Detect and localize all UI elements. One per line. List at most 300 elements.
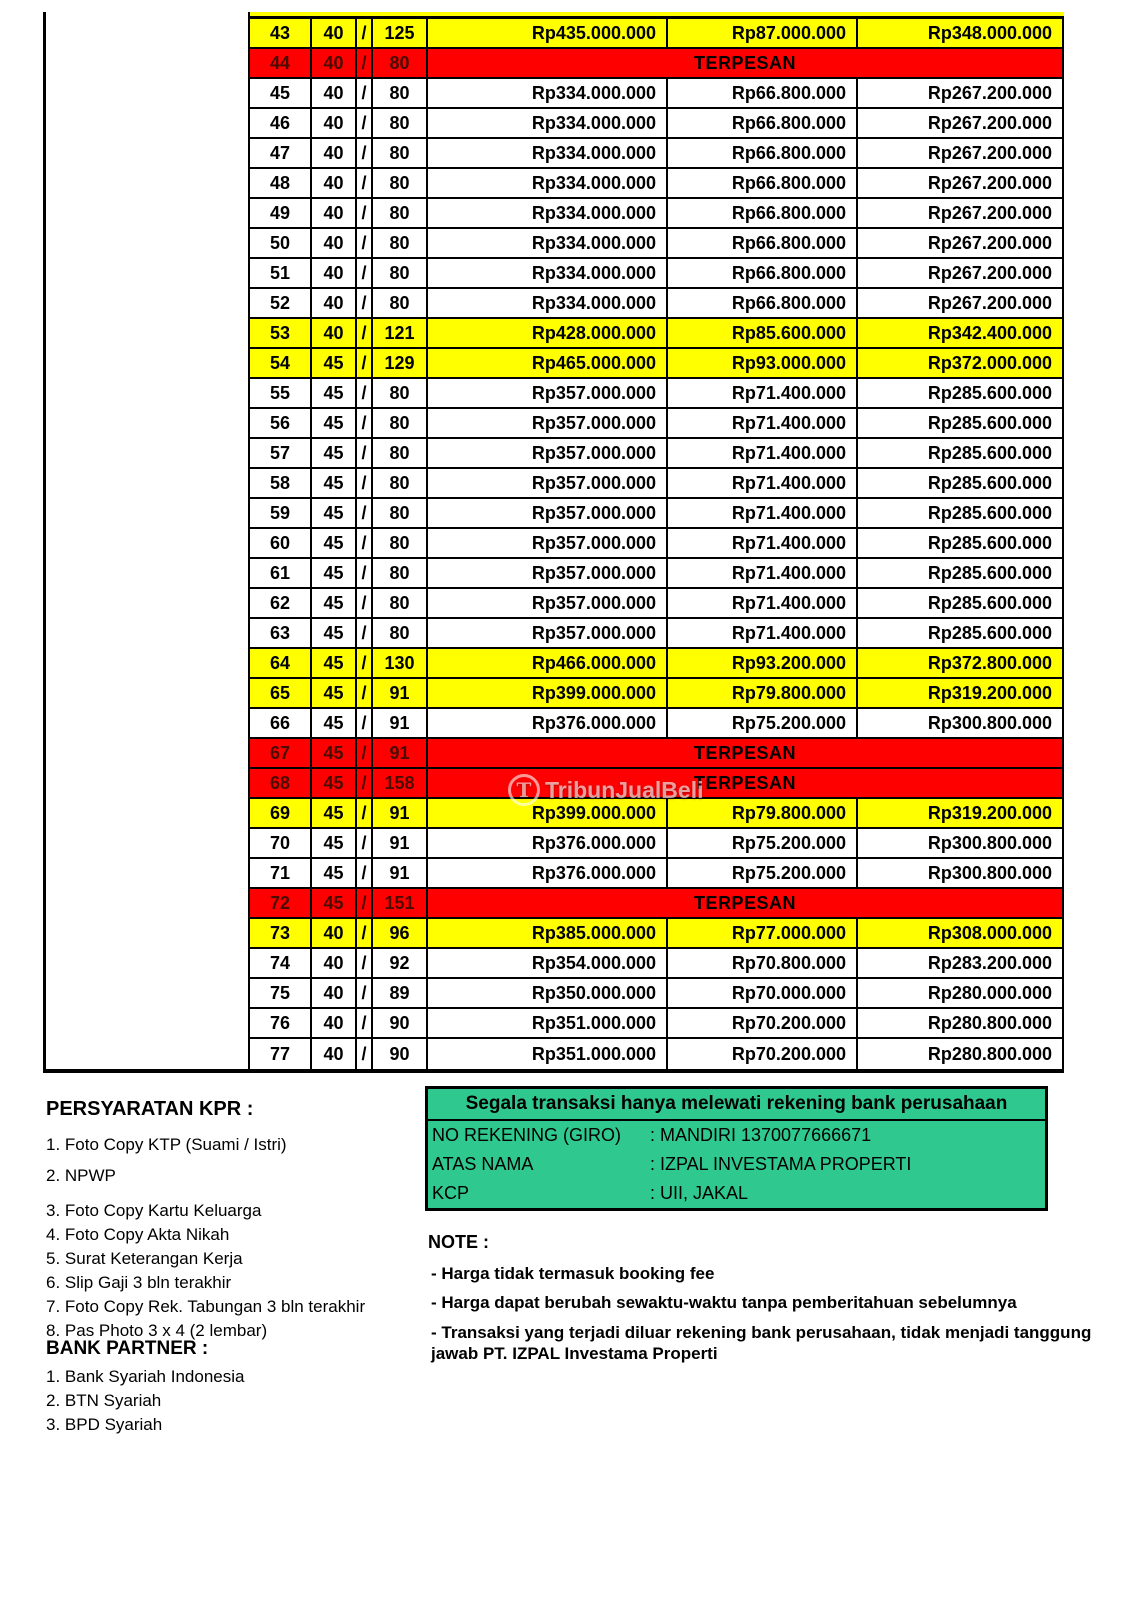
table-row [250, 109, 1064, 139]
price-cells [428, 619, 1064, 647]
land-size-cell: 80 [373, 259, 428, 287]
price-cell: Rp334.000.000 [428, 199, 668, 227]
account-value: : MANDIRI 1370077666671 [650, 1125, 872, 1145]
remaining-cell: Rp285.600.000 [858, 409, 1064, 437]
unit-number-cell: 57 [250, 439, 312, 467]
downpayment-cell: Rp93.200.000 [668, 649, 858, 677]
size-separator-cell: / [357, 469, 373, 497]
table-row [250, 169, 1064, 199]
land-size-cell: 92 [373, 949, 428, 977]
price-cell: Rp435.000.000 [428, 19, 668, 47]
remaining-cell: Rp267.200.000 [858, 229, 1064, 257]
table-row [250, 1009, 1064, 1039]
remaining-cell: Rp283.200.000 [858, 949, 1064, 977]
unit-number-cell: 63 [250, 619, 312, 647]
downpayment-cell: Rp70.200.000 [668, 1039, 858, 1069]
list-item: 2. NPWP [46, 1166, 116, 1186]
building-size-cell: 40 [312, 979, 357, 1007]
unit-number-cell: 45 [250, 79, 312, 107]
price-cells [428, 289, 1064, 317]
table-row [250, 139, 1064, 169]
size-separator-cell: / [357, 259, 373, 287]
price-table-region [43, 12, 1064, 1073]
building-size-cell: 45 [312, 379, 357, 407]
unit-number-cell: 69 [250, 799, 312, 827]
price-cell: Rp350.000.000 [428, 979, 668, 1007]
unit-number-cell: 65 [250, 679, 312, 707]
price-cells [428, 559, 1064, 587]
unit-number-cell: 70 [250, 829, 312, 857]
building-size-cell: 45 [312, 709, 357, 737]
account-row [428, 1179, 1045, 1208]
building-size-cell: 45 [312, 619, 357, 647]
building-size-cell: 45 [312, 859, 357, 887]
list-item: 2. BTN Syariah [46, 1391, 162, 1410]
price-cell: Rp357.000.000 [428, 409, 668, 437]
price-cells [428, 1039, 1064, 1069]
size-separator-cell: / [357, 769, 373, 797]
bank-account-box [425, 1086, 1048, 1211]
land-size-cell: 158 [373, 769, 428, 797]
land-size-cell: 80 [373, 169, 428, 197]
size-separator-cell: / [357, 19, 373, 47]
downpayment-cell: Rp66.800.000 [668, 109, 858, 137]
table-row [250, 589, 1064, 619]
downpayment-cell: Rp66.800.000 [668, 139, 858, 167]
downpayment-cell: Rp75.200.000 [668, 829, 858, 857]
size-separator-cell: / [357, 439, 373, 467]
land-size-cell: 80 [373, 589, 428, 617]
land-size-cell: 151 [373, 889, 428, 917]
price-cell: Rp376.000.000 [428, 829, 668, 857]
list-item: 5. Surat Keterangan Kerja [46, 1249, 243, 1269]
land-size-cell: 80 [373, 79, 428, 107]
land-size-cell: 80 [373, 409, 428, 437]
remaining-cell: Rp285.600.000 [858, 529, 1064, 557]
table-row [250, 379, 1064, 409]
table-row [250, 79, 1064, 109]
downpayment-cell: Rp77.000.000 [668, 919, 858, 947]
table-row [250, 199, 1064, 229]
unit-number-cell: 74 [250, 949, 312, 977]
building-size-cell: 45 [312, 439, 357, 467]
land-size-cell: 90 [373, 1009, 428, 1037]
unit-number-cell: 61 [250, 559, 312, 587]
building-size-cell: 40 [312, 199, 357, 227]
size-separator-cell: / [357, 979, 373, 1007]
building-size-cell: 40 [312, 919, 357, 947]
price-cells [428, 649, 1064, 677]
remaining-cell: Rp267.200.000 [858, 79, 1064, 107]
land-size-cell: 96 [373, 919, 428, 947]
building-size-cell: 40 [312, 1009, 357, 1037]
price-cells [428, 19, 1064, 47]
unit-number-cell: 55 [250, 379, 312, 407]
size-separator-cell: / [357, 889, 373, 917]
table-row [250, 919, 1064, 949]
building-size-cell: 40 [312, 169, 357, 197]
land-size-cell: 90 [373, 1039, 428, 1069]
price-cells [428, 319, 1064, 347]
remaining-cell: Rp285.600.000 [858, 589, 1064, 617]
price-cells [428, 199, 1064, 227]
price-cells [428, 499, 1064, 527]
land-size-cell: 80 [373, 289, 428, 317]
size-separator-cell: / [357, 709, 373, 737]
land-size-cell: 80 [373, 109, 428, 137]
table-row [250, 499, 1064, 529]
remaining-cell: Rp300.800.000 [858, 709, 1064, 737]
bank-partner-title: BANK PARTNER : [46, 1338, 209, 1359]
size-separator-cell: / [357, 799, 373, 827]
remaining-cell: Rp267.200.000 [858, 259, 1064, 287]
table-row [250, 349, 1064, 379]
price-cell: Rp385.000.000 [428, 919, 668, 947]
building-size-cell: 40 [312, 259, 357, 287]
price-cells [428, 799, 1064, 827]
remaining-cell: Rp285.600.000 [858, 559, 1064, 587]
unit-number-cell: 51 [250, 259, 312, 287]
remaining-cell: Rp308.000.000 [858, 919, 1064, 947]
account-label: NO REKENING (GIRO) [432, 1125, 622, 1145]
table-row [250, 649, 1064, 679]
kpr-requirements-title: PERSYARATAN KPR : [46, 1098, 254, 1120]
building-size-cell: 40 [312, 139, 357, 167]
table-row [250, 979, 1064, 1009]
size-separator-cell: / [357, 739, 373, 767]
downpayment-cell: Rp70.800.000 [668, 949, 858, 977]
remaining-cell: Rp372.800.000 [858, 649, 1064, 677]
status-cell: TERPESAN [428, 739, 1064, 767]
building-size-cell: 45 [312, 409, 357, 437]
price-cells [428, 859, 1064, 887]
table-row [250, 19, 1064, 49]
price-cell: Rp357.000.000 [428, 619, 668, 647]
downpayment-cell: Rp71.400.000 [668, 439, 858, 467]
size-separator-cell: / [357, 49, 373, 77]
remaining-cell: Rp342.400.000 [858, 319, 1064, 347]
table-row [250, 769, 1064, 799]
remaining-cell: Rp280.000.000 [858, 979, 1064, 1007]
price-cell: Rp351.000.000 [428, 1009, 668, 1037]
price-cell: Rp465.000.000 [428, 349, 668, 377]
price-cells [428, 469, 1064, 497]
downpayment-cell: Rp71.400.000 [668, 529, 858, 557]
building-size-cell: 45 [312, 559, 357, 587]
table-row [250, 619, 1064, 649]
remaining-cell: Rp285.600.000 [858, 439, 1064, 467]
land-size-cell: 129 [373, 349, 428, 377]
list-item: 1. Bank Syariah Indonesia [46, 1367, 245, 1386]
unit-number-cell: 47 [250, 139, 312, 167]
price-table [248, 12, 1064, 1069]
downpayment-cell: Rp66.800.000 [668, 229, 858, 257]
table-row [250, 829, 1064, 859]
size-separator-cell: / [357, 139, 373, 167]
unit-number-cell: 77 [250, 1039, 312, 1069]
price-cell: Rp354.000.000 [428, 949, 668, 977]
account-row [428, 1121, 1045, 1150]
note-title: NOTE : [428, 1232, 489, 1252]
size-separator-cell: / [357, 559, 373, 587]
size-separator-cell: / [357, 589, 373, 617]
building-size-cell: 40 [312, 1039, 357, 1069]
price-cell: Rp357.000.000 [428, 379, 668, 407]
downpayment-cell: Rp70.000.000 [668, 979, 858, 1007]
remaining-cell: Rp280.800.000 [858, 1039, 1064, 1069]
size-separator-cell: / [357, 1039, 373, 1069]
table-row [250, 679, 1064, 709]
remaining-cell: Rp285.600.000 [858, 379, 1064, 407]
building-size-cell: 45 [312, 739, 357, 767]
price-cell: Rp466.000.000 [428, 649, 668, 677]
building-size-cell: 40 [312, 289, 357, 317]
price-cell: Rp357.000.000 [428, 589, 668, 617]
land-size-cell: 91 [373, 709, 428, 737]
price-cells [428, 979, 1064, 1007]
table-row [250, 439, 1064, 469]
downpayment-cell: Rp71.400.000 [668, 379, 858, 407]
downpayment-cell: Rp71.400.000 [668, 619, 858, 647]
remaining-cell: Rp267.200.000 [858, 199, 1064, 227]
price-cells [428, 919, 1064, 947]
price-cells [428, 529, 1064, 557]
price-cell: Rp399.000.000 [428, 799, 668, 827]
remaining-cell: Rp319.200.000 [858, 799, 1064, 827]
downpayment-cell: Rp66.800.000 [668, 199, 858, 227]
unit-number-cell: 44 [250, 49, 312, 77]
account-value: : IZPAL INVESTAMA PROPERTI [650, 1154, 912, 1174]
size-separator-cell: / [357, 529, 373, 557]
price-cell: Rp357.000.000 [428, 529, 668, 557]
building-size-cell: 45 [312, 679, 357, 707]
price-cell: Rp357.000.000 [428, 559, 668, 587]
size-separator-cell: / [357, 679, 373, 707]
list-item: 1. Foto Copy KTP (Suami / Istri) [46, 1135, 287, 1154]
downpayment-cell: Rp87.000.000 [668, 19, 858, 47]
unit-number-cell: 66 [250, 709, 312, 737]
building-size-cell: 45 [312, 589, 357, 617]
downpayment-cell: Rp75.200.000 [668, 709, 858, 737]
note-section [428, 1232, 1100, 1372]
downpayment-cell: Rp70.200.000 [668, 1009, 858, 1037]
list-item: 7. Foto Copy Rek. Tabungan 3 bln terakhir [46, 1297, 366, 1317]
size-separator-cell: / [357, 829, 373, 857]
table-row [250, 409, 1064, 439]
building-size-cell: 45 [312, 469, 357, 497]
land-size-cell: 91 [373, 799, 428, 827]
list-item: - Transaksi yang terjadi diluar rekening bank perusahaan, tidak menjadi tanggung jawab PT. IZPAL Investama Properti [431, 1322, 1092, 1363]
bank-partner-list [46, 1367, 446, 1435]
building-size-cell: 45 [312, 349, 357, 377]
status-cell: TERPESAN [428, 769, 1064, 797]
price-cell: Rp334.000.000 [428, 259, 668, 287]
size-separator-cell: / [357, 229, 373, 257]
land-size-cell: 80 [373, 559, 428, 587]
unit-number-cell: 49 [250, 199, 312, 227]
price-cell: Rp334.000.000 [428, 109, 668, 137]
remaining-cell: Rp300.800.000 [858, 829, 1064, 857]
building-size-cell: 40 [312, 319, 357, 347]
price-cells [428, 709, 1064, 737]
unit-number-cell: 71 [250, 859, 312, 887]
remaining-cell: Rp267.200.000 [858, 169, 1064, 197]
building-size-cell: 40 [312, 19, 357, 47]
table-row [250, 799, 1064, 829]
land-size-cell: 80 [373, 139, 428, 167]
price-cells [428, 889, 1064, 917]
table-row [250, 949, 1064, 979]
size-separator-cell: / [357, 199, 373, 227]
size-separator-cell: / [357, 109, 373, 137]
price-cell: Rp334.000.000 [428, 169, 668, 197]
downpayment-cell: Rp66.800.000 [668, 289, 858, 317]
building-size-cell: 40 [312, 949, 357, 977]
price-cells [428, 259, 1064, 287]
price-cells [428, 229, 1064, 257]
price-cell: Rp399.000.000 [428, 679, 668, 707]
bank-account-rows [428, 1121, 1045, 1208]
building-size-cell: 45 [312, 799, 357, 827]
unit-number-cell: 72 [250, 889, 312, 917]
list-item: 3. Foto Copy Kartu Keluarga [46, 1201, 262, 1221]
building-size-cell: 45 [312, 499, 357, 527]
list-item: 3. BPD Syariah [46, 1415, 163, 1434]
price-cells [428, 139, 1064, 167]
price-cells [428, 949, 1064, 977]
list-item: 4. Foto Copy Akta Nikah [46, 1225, 230, 1245]
unit-number-cell: 60 [250, 529, 312, 557]
land-size-cell: 80 [373, 199, 428, 227]
price-cell: Rp334.000.000 [428, 289, 668, 317]
unit-number-cell: 73 [250, 919, 312, 947]
table-row [250, 739, 1064, 769]
size-separator-cell: / [357, 619, 373, 647]
downpayment-cell: Rp71.400.000 [668, 469, 858, 497]
downpayment-cell: Rp71.400.000 [668, 589, 858, 617]
remaining-cell: Rp372.000.000 [858, 349, 1064, 377]
downpayment-cell: Rp66.800.000 [668, 259, 858, 287]
unit-number-cell: 59 [250, 499, 312, 527]
price-cells [428, 379, 1064, 407]
price-cells [428, 79, 1064, 107]
price-cells [428, 169, 1064, 197]
land-size-cell: 91 [373, 679, 428, 707]
land-size-cell: 80 [373, 229, 428, 257]
price-cell: Rp357.000.000 [428, 469, 668, 497]
price-cell: Rp351.000.000 [428, 1039, 668, 1069]
unit-number-cell: 75 [250, 979, 312, 1007]
table-row [250, 1039, 1064, 1069]
building-size-cell: 40 [312, 49, 357, 77]
land-size-cell: 80 [373, 379, 428, 407]
downpayment-cell: Rp66.800.000 [668, 79, 858, 107]
table-row [250, 259, 1064, 289]
bank-account-box-title: Segala transaksi hanya melewati rekening bank perusahaan [428, 1089, 1045, 1121]
remaining-cell: Rp300.800.000 [858, 859, 1064, 887]
building-size-cell: 45 [312, 529, 357, 557]
price-cells [428, 49, 1064, 77]
price-cells [428, 439, 1064, 467]
list-item: - Harga dapat berubah sewaktu-waktu tanpa pemberitahuan sebelumnya [431, 1293, 1017, 1313]
unit-number-cell: 58 [250, 469, 312, 497]
price-cells [428, 679, 1064, 707]
downpayment-cell: Rp71.400.000 [668, 499, 858, 527]
price-cells [428, 829, 1064, 857]
table-row [250, 559, 1064, 589]
unit-number-cell: 52 [250, 289, 312, 317]
size-separator-cell: / [357, 79, 373, 107]
remaining-cell: Rp267.200.000 [858, 289, 1064, 317]
table-row [250, 229, 1064, 259]
size-separator-cell: / [357, 169, 373, 197]
table-row [250, 289, 1064, 319]
downpayment-cell: Rp85.600.000 [668, 319, 858, 347]
price-cell: Rp357.000.000 [428, 439, 668, 467]
price-cells [428, 409, 1064, 437]
remaining-cell: Rp267.200.000 [858, 109, 1064, 137]
land-size-cell: 121 [373, 319, 428, 347]
remaining-cell: Rp267.200.000 [858, 139, 1064, 167]
price-cell: Rp428.000.000 [428, 319, 668, 347]
building-size-cell: 45 [312, 889, 357, 917]
land-size-cell: 80 [373, 49, 428, 77]
downpayment-cell: Rp71.400.000 [668, 559, 858, 587]
price-cells [428, 349, 1064, 377]
list-item: 6. Slip Gaji 3 bln terakhir [46, 1273, 232, 1293]
price-table-body [250, 19, 1064, 1069]
building-size-cell: 40 [312, 229, 357, 257]
remaining-cell: Rp319.200.000 [858, 679, 1064, 707]
kpr-requirements-list [46, 1135, 446, 1340]
list-item: 8. Pas Photo 3 x 4 (2 lembar) [46, 1321, 268, 1341]
downpayment-cell: Rp66.800.000 [668, 169, 858, 197]
unit-number-cell: 53 [250, 319, 312, 347]
table-row [250, 709, 1064, 739]
unit-number-cell: 76 [250, 1009, 312, 1037]
unit-number-cell: 64 [250, 649, 312, 677]
unit-number-cell: 54 [250, 349, 312, 377]
downpayment-cell: Rp79.800.000 [668, 679, 858, 707]
land-size-cell: 80 [373, 529, 428, 557]
size-separator-cell: / [357, 319, 373, 347]
table-row [250, 889, 1064, 919]
land-size-cell: 80 [373, 499, 428, 527]
table-row [250, 859, 1064, 889]
watermark-logo-icon: T [508, 774, 540, 806]
status-cell: TERPESAN [428, 889, 1064, 917]
downpayment-cell: Rp93.000.000 [668, 349, 858, 377]
price-cell: Rp334.000.000 [428, 229, 668, 257]
note-list [428, 1263, 1100, 1364]
account-label: KCP [432, 1183, 470, 1203]
remaining-cell: Rp348.000.000 [858, 19, 1064, 47]
remaining-cell: Rp285.600.000 [858, 469, 1064, 497]
unit-number-cell: 68 [250, 769, 312, 797]
remaining-cell: Rp280.800.000 [858, 1009, 1064, 1037]
downpayment-cell: Rp71.400.000 [668, 409, 858, 437]
building-size-cell: 45 [312, 769, 357, 797]
cropped-row-sliver [250, 12, 1064, 19]
downpayment-cell: Rp75.200.000 [668, 859, 858, 887]
unit-number-cell: 67 [250, 739, 312, 767]
price-cells [428, 1009, 1064, 1037]
bank-partner-section [46, 1338, 446, 1439]
price-cell: Rp357.000.000 [428, 499, 668, 527]
land-size-cell: 130 [373, 649, 428, 677]
land-size-cell: 91 [373, 829, 428, 857]
kpr-requirements-section [46, 1098, 446, 1345]
